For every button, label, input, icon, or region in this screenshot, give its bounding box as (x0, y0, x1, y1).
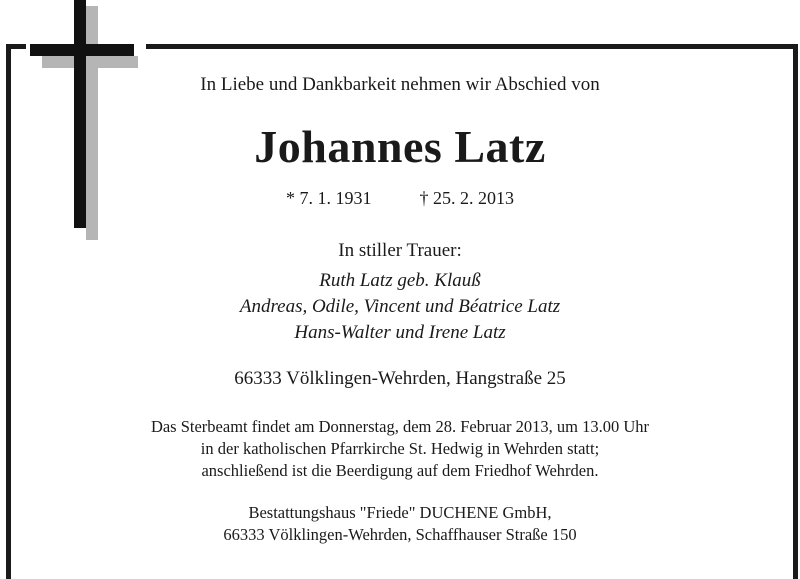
service-notice-line: in der katholischen Pfarrkirche St. Hedwig in Wehrden statt; (200, 439, 600, 458)
funeral-home-line: 66333 Völklingen-Wehrden, Schaffhauser Straße 150 (223, 525, 577, 544)
death-date: † 25. 2. 2013 (419, 188, 514, 208)
mourner-line: Andreas, Odile, Vincent und Béatrice Latz (239, 296, 561, 317)
mourner-line: Ruth Latz geb. Klauß (319, 270, 481, 291)
birth-date: * 7. 1. 1931 (286, 188, 372, 208)
life-dates (0, 188, 800, 209)
mourner-line: Hans-Walter und Irene Latz (294, 322, 506, 343)
deceased-name: Johannes Latz (254, 121, 546, 172)
service-notice-line: anschließend ist die Beerdigung auf dem Friedhof Wehrden. (201, 461, 599, 480)
service-notice-line: Das Sterbeamt findet am Donnerstag, dem 28. Februar 2013, um 13.00 Uhr (150, 417, 650, 436)
cross-bar-horizontal (30, 44, 134, 56)
cross-shadow-horizontal (42, 56, 138, 68)
border-top (146, 44, 798, 49)
intro-text: In Liebe und Dankbarkeit nehmen wir Abschied von (200, 74, 600, 95)
family-address: 66333 Völklingen-Wehrden, Hangstraße 25 (234, 368, 566, 389)
mourning-heading: In stiller Trauer: (338, 240, 462, 261)
funeral-home-line: Bestattungshaus "Friede" DUCHENE GmbH, (248, 503, 552, 522)
